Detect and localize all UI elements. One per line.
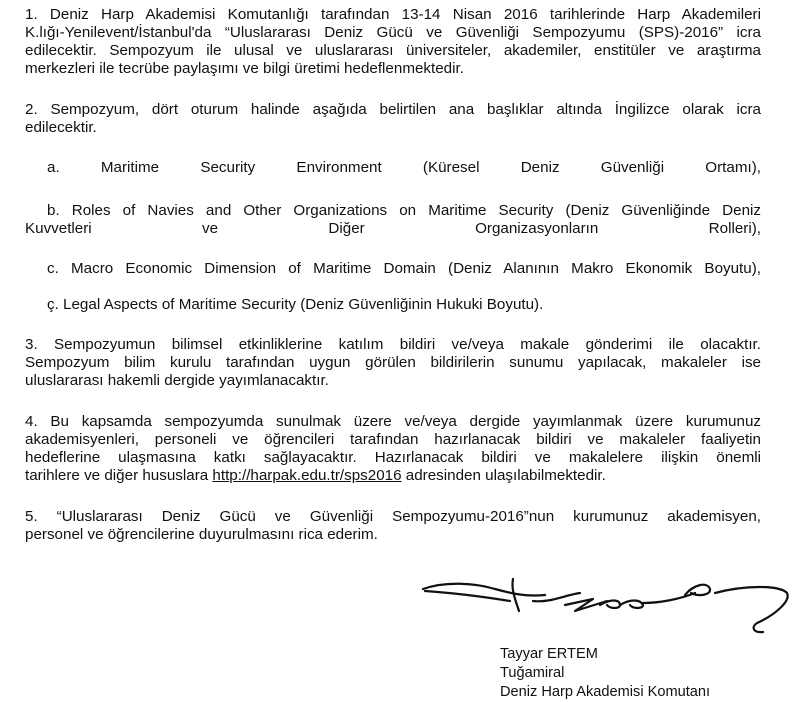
text-line: personel ve öğrencilerine duyurulmasını rica ederim. [25, 526, 378, 543]
session-item-c-cedilla: ç. Legal Aspects of Maritime Security (Deniz Güvenliğinin Hukuki Boyutu). [47, 296, 544, 313]
session-item-c: c. Macro Economic Dimension of Maritime Domain (Deniz Alanının Makro Ekonomik Boyutu), [47, 260, 761, 277]
text-line: akademisyenleri, personeli ve öğrencileri tarafından hazırlanacak bildiri ve makaleler faaliyetin [25, 431, 761, 448]
text-span: tarihlere ve diğer hususlara [25, 467, 213, 484]
text-line: hedeflerine ulaşmasına katkı sağlayacaktır. Hazırlanacak bildiri ve makalelere ilişkin önemli [25, 449, 761, 466]
text-line: edilecektir. Sempozyum ile ulusal ve uluslararası üniversiteler, akademiler, enstitüler ve araştırma [25, 42, 761, 59]
signatory-block [500, 645, 710, 702]
signatory-rank: Tuğamiral [500, 665, 565, 681]
session-item-a: a. Maritime Security Environment (Küresel Deniz Güvenliği Ortamı), [47, 159, 761, 176]
text-line: 5. “Uluslararası Deniz Gücü ve Güvenliği Sempozyumu-2016”nun kurumunuz akademisyen, [25, 508, 761, 525]
text-line: merkezleri ile tecrübe paylaşımı ve bilgi üretimi hedeflenmektedir. [25, 60, 464, 77]
text-line [25, 467, 761, 485]
handwritten-signature-icon [415, 575, 795, 635]
symposium-link[interactable]: http://harpak.edu.tr/sps2016 [212, 467, 402, 484]
text-line: Sempozyum bilim kurulu tarafından uygun görülen bildirilerin sunumu yapılacak, makaleler ise [25, 354, 761, 371]
session-item-b-continued: Kuvvetleri ve Diğer Organizasyonların Rolleri), [25, 220, 761, 237]
session-item-b: b. Roles of Navies and Other Organizations on Maritime Security (Deniz Güvenliğinde Deniz [47, 202, 761, 219]
signatory-title: Deniz Harp Akademisi Komutanı [500, 684, 711, 700]
text-line: 1. Deniz Harp Akademisi Komutanlığı tarafından 13-14 Nisan 2016 tarihlerinde Harp Akademileri [25, 6, 761, 23]
text-span: adresinden ulaşılabilmektedir. [401, 467, 606, 484]
text-line: K.lığı-Yenilevent/İstanbul'da “Uluslararası Deniz Gücü ve Güvenliği Sempozyumu (SPS)-2016” icra [25, 24, 761, 41]
text-line: uluslararası hakemli dergide yayımlanacaktır. [25, 372, 329, 389]
signatory-name: Tayyar ERTEM [500, 646, 598, 662]
text-line: 3. Sempozyumun bilimsel etkinliklerine katılım bildiri ve/veya makale gönderimi ile olacaktır. [25, 336, 761, 353]
text-line: 4. Bu kapsamda sempozyumda sunulmak üzere ve/veya dergide yayımlanmak üzere kurumunuz [25, 413, 761, 430]
text-line: 2. Sempozyum, dört oturum halinde aşağıda belirtilen ana başlıklar altında İngilizce olarak icra [25, 101, 761, 118]
text-line: edilecektir. [25, 119, 97, 136]
